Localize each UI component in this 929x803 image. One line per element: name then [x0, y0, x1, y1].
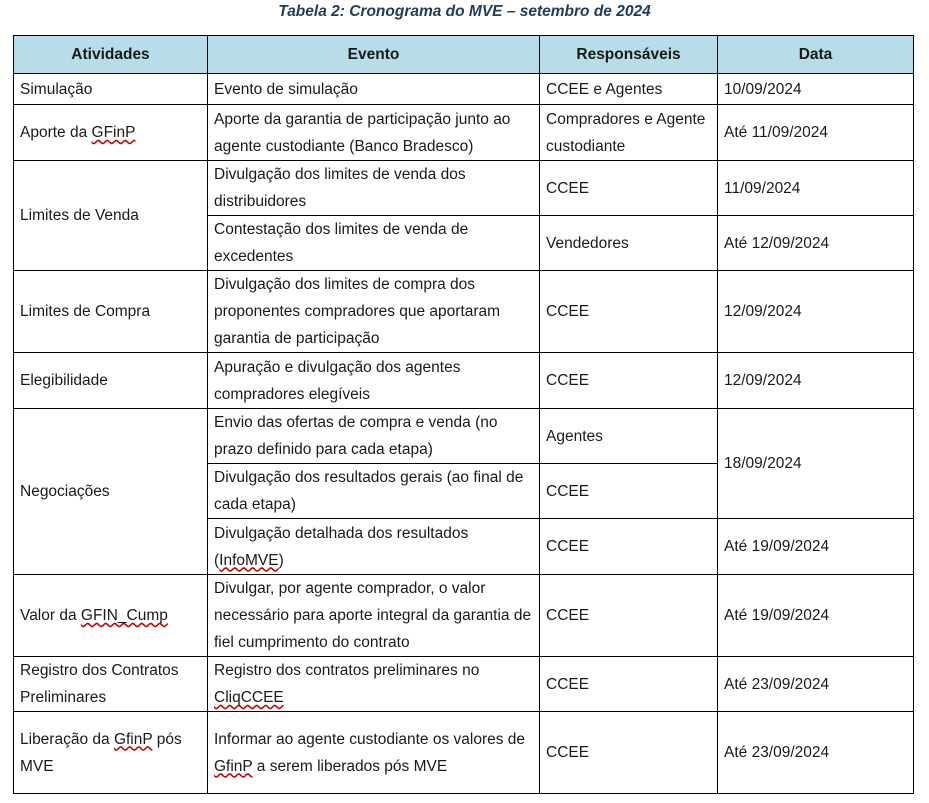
header-data: Data	[718, 36, 914, 74]
spellcheck-term: GfinP	[214, 757, 253, 775]
table-row-elegibilidade	[14, 353, 914, 409]
cell-data: 12/09/2024	[718, 271, 914, 353]
cell-data: Até 12/09/2024	[718, 216, 914, 271]
cell-atividade: Registro dos Contratos Preliminares	[14, 657, 208, 712]
cell-data: Até 23/09/2024	[718, 712, 914, 794]
cell-responsaveis: CCEE e Agentes	[540, 74, 718, 105]
atividade-text: Liberação da	[20, 730, 114, 748]
cell-evento: Divulgação dos limites de venda dos distribuidores	[208, 161, 540, 216]
header-evento: Evento	[208, 36, 540, 74]
table-row-negociacoes	[14, 409, 914, 464]
cell-data: 18/09/2024	[718, 409, 914, 519]
cell-responsaveis: CCEE	[540, 353, 718, 409]
cell-responsaveis: CCEE	[540, 712, 718, 794]
atividade-text: pós MVE	[20, 730, 182, 775]
header-row	[14, 36, 914, 74]
cell-responsaveis: CCEE	[540, 271, 718, 353]
cell-responsaveis: CCEE	[540, 464, 718, 519]
cell-evento: Aporte da garantia de participação junto ao agente custodiante (Banco Bradesco)	[208, 105, 540, 161]
cell-atividade: Simulação	[14, 74, 208, 105]
cell-responsaveis: CCEE	[540, 657, 718, 712]
cell-atividade: Limites de Compra	[14, 271, 208, 353]
table-row-aporte	[14, 105, 914, 161]
cell-atividade	[14, 575, 208, 657]
cell-responsaveis: Vendedores	[540, 216, 718, 271]
cell-evento	[208, 519, 540, 575]
cell-atividade	[14, 712, 208, 794]
cell-evento	[208, 657, 540, 712]
cell-responsaveis: CCEE	[540, 519, 718, 575]
cell-responsaveis: Compradores e Agente custodiante	[540, 105, 718, 161]
cell-data: Até 19/09/2024	[718, 519, 914, 575]
cell-data: Até 11/09/2024	[718, 105, 914, 161]
cell-data: Até 23/09/2024	[718, 657, 914, 712]
spellcheck-term: GFIN_Cump	[80, 607, 168, 624]
cell-evento: Evento de simulação	[208, 74, 540, 105]
atividade-text: Aporte da	[20, 124, 92, 141]
spellcheck-term: GFinP	[91, 124, 136, 141]
table-row-simulacao	[14, 74, 914, 105]
spellcheck-term: InfoMVE	[219, 551, 279, 569]
header-atividades: Atividades	[14, 36, 208, 74]
cell-data: 10/09/2024	[718, 74, 914, 105]
cell-evento: Divulgação dos resultados gerais (ao final de cada etapa)	[208, 464, 540, 519]
cell-atividade: Limites de Venda	[14, 161, 208, 271]
table-row-valor-gfin	[14, 575, 914, 657]
evento-text: Registro dos contratos preliminares no	[214, 662, 480, 679]
evento-text: )	[278, 551, 284, 569]
cell-evento	[208, 712, 540, 794]
spellcheck-term: GfinP	[113, 730, 153, 748]
cell-atividade: Negociações	[14, 409, 208, 575]
cell-atividade	[14, 105, 208, 161]
header-responsaveis: Responsáveis	[540, 36, 718, 74]
cell-evento: Apuração e divulgação dos agentes compradores elegíveis	[208, 353, 540, 409]
cell-evento: Envio das ofertas de compra e venda (no prazo definido para cada etapa)	[208, 409, 540, 464]
cell-responsaveis: Agentes	[540, 409, 718, 464]
evento-text: Divulgação detalhada dos resultados (	[214, 524, 469, 569]
table-row-registro	[14, 657, 914, 712]
table-row-limites-compra	[14, 271, 914, 353]
cell-responsaveis: CCEE	[540, 161, 718, 216]
cell-evento: Divulgação dos limites de compra dos proponentes compradores que aportaram garantia de participação	[208, 271, 540, 353]
table-caption: Tabela 2: Cronograma do MVE – setembro de 2024	[278, 3, 651, 20]
cell-atividade: Elegibilidade	[14, 353, 208, 409]
table-row-liberacao	[14, 712, 914, 794]
cell-data: Até 19/09/2024	[718, 575, 914, 657]
cell-evento: Contestação dos limites de venda de excedentes	[208, 216, 540, 271]
cell-evento: Divulgar, por agente comprador, o valor necessário para aporte integral da garantia de fiel cumprimento do contrato	[208, 575, 540, 657]
table-row-limites-venda	[14, 161, 914, 216]
spellcheck-term: CliqCCEE	[214, 689, 284, 706]
schedule-table	[13, 35, 914, 794]
evento-text: a serem liberados pós MVE	[252, 757, 448, 775]
cell-responsaveis: CCEE	[540, 575, 718, 657]
evento-text: Informar ao agente custodiante os valores de	[214, 730, 526, 748]
cell-data: 11/09/2024	[718, 161, 914, 216]
atividade-text: Valor da	[20, 607, 81, 624]
cell-data: 12/09/2024	[718, 353, 914, 409]
